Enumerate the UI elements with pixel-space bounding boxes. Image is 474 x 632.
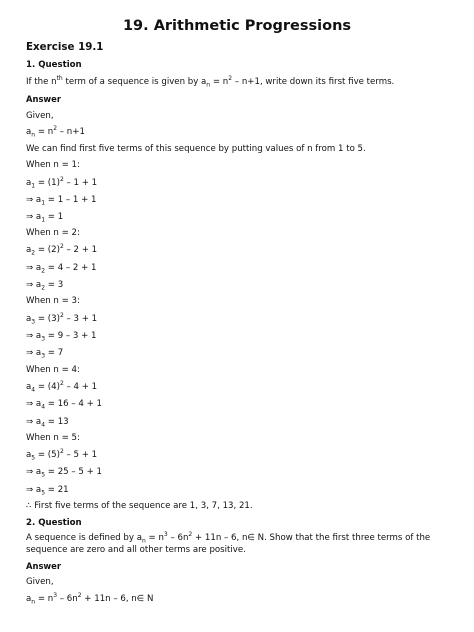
answer-2-given: Given, [26,577,54,587]
answer-1-conclusion: ∴ First five terms of the sequence are 1, 3, 7, 13, 21. [26,501,253,511]
answer-1-intro: We can find first five terms of this sequence by putting values of n from 1 to 5. [26,144,366,154]
exercise-heading: Exercise 19.1 [26,41,104,53]
case-5-step-2: ⇒ $a_5 = 25 - 5 + 1$ [26,467,102,479]
case-5-step-1: $a_5 = (5)^2 - 5 + 1$ [26,448,98,462]
case-3-step-1: $a_3 = (3)^2 - 3 + 1$ [26,312,98,326]
case-3-step-2: ⇒ $a_3 = 9 - 3 + 1$ [26,331,97,343]
case-2-step-1: $a_2 = (2)^2 - 2 + 1$ [26,243,98,257]
case-2-step-2: ⇒ $a_2 = 4 - 2 + 1$ [26,263,97,275]
case-2-when: When n = 2: [26,228,80,238]
question-1-heading: 1. Question [26,60,82,70]
question-1-text: If the $n^{th}$ term of a sequence is given by $a_n = n^2 - n+1$, write down its first five terms. [26,75,395,89]
answer-1-given: Given, [26,111,54,121]
page-title: 19. Arithmetic Progressions [122,18,352,34]
case-4-step-1: $a_4 = (4)^2 - 4 + 1$ [26,380,98,394]
answer-1-label: Answer [26,94,61,104]
case-1-step-3: ⇒ $a_1 = 1$ [26,212,64,224]
case-1-step-1: $a_1 = (1)^2 - 1 + 1$ [26,176,98,190]
case-1-step-2: ⇒ $a_1 = 1 - 1 + 1$ [26,195,97,207]
case-4-step-2: ⇒ $a_4 = 16 - 4 + 1$ [26,399,102,411]
case-1-when: When n = 1: [26,160,80,170]
case-3-when: When n = 3: [26,296,80,306]
case-5-step-3: ⇒ $a_5 = 21$ [26,485,69,497]
case-5-when: When n = 5: [26,433,80,443]
answer-1-formula: $a_n = n^2 - n+1$ [26,125,85,139]
question-2-text: A sequence is defined by $a_n = n^3 - 6n^2 + 11n - 6$, n∈ N. Show that the first three terms of the sequence are zero and all other terms are positive. [26,531,431,555]
case-4-step-3: ⇒ $a_4 = 13$ [26,417,69,429]
answer-2-label: Answer [26,561,61,571]
case-2-step-3: ⇒ $a_2 = 3$ [26,280,64,292]
question-2-heading: 2. Question [26,518,82,528]
case-3-step-3: ⇒ $a_3 = 7$ [26,348,64,360]
case-4-when: When n = 4: [26,365,80,375]
answer-2-formula: $a_n = n^3 - 6n^2 + 11n - 6$, n∈ N [26,592,154,606]
